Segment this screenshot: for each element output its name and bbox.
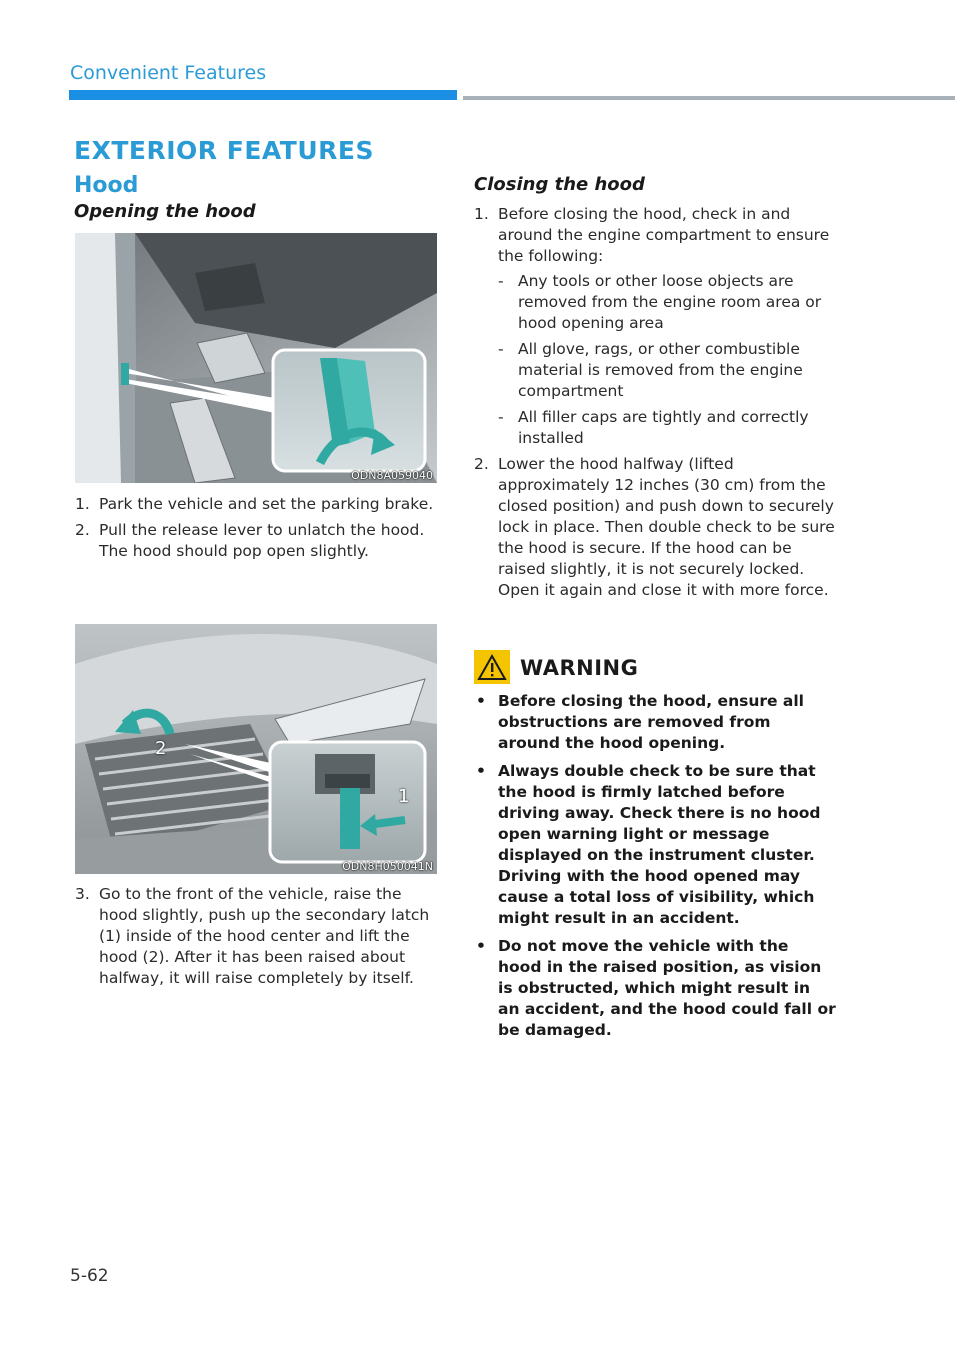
checklist — [498, 271, 838, 449]
list-item — [474, 454, 838, 601]
dash-mark: - — [498, 340, 504, 358]
dash-mark: - — [498, 408, 504, 426]
warning-text: Do not move the vehicle with the hood in the raised position, as vision is obstructed, which might result in an accident, and the hood could fall or be damaged. — [498, 937, 836, 1039]
step-text: Pull the release lever to unlatch the hood. The hood should pop open slightly. — [99, 521, 425, 560]
step-number: 2. — [75, 521, 90, 539]
warning-triangle-icon — [474, 650, 510, 684]
list-item — [474, 204, 838, 449]
checklist-text: Any tools or other loose objects are removed from the engine room area or hood opening area — [518, 272, 822, 332]
closing-hood-title: Closing the hood — [474, 174, 645, 195]
bullet-mark: • — [476, 762, 486, 780]
step-text: Park the vehicle and set the parking brake. — [99, 495, 434, 513]
warning-label: WARNING — [520, 656, 639, 680]
warning-text: Always double check to be sure that the hood is firmly latched before driving away. Check there is no hood open warning light or message displayed on the instrument cluster. Driving with the hood opened may cause a total loss of visibility, which might result in an accident. — [498, 762, 821, 927]
step-text: Go to the front of the vehicle, raise the hood slightly, push up the secondary latch (1) inside of the hood center and lift the hood (2). After it has been raised about halfway, it will raise completely by itself. — [99, 885, 430, 987]
callout-1: 1 — [398, 786, 410, 807]
list-item — [474, 761, 836, 929]
subsection-title: Hood — [74, 173, 139, 198]
warning-text: Before closing the hood, ensure all obstructions are removed from around the hood opening. — [498, 692, 804, 752]
bullet-mark: • — [476, 692, 486, 710]
opening-hood-title: Opening the hood — [74, 201, 256, 222]
dash-mark: - — [498, 272, 504, 290]
checklist-text: All glove, rags, or other combustible material is removed from the engine compartment — [518, 340, 803, 400]
figure-code: ODN8H050041N — [342, 860, 433, 873]
list-item — [75, 520, 437, 562]
header-bar — [69, 90, 457, 100]
page-number: 5-62 — [70, 1266, 109, 1286]
warning-list — [474, 691, 836, 1048]
header-rule — [463, 96, 955, 100]
chapter-title: EXTERIOR FEATURES — [74, 136, 374, 165]
opening-steps-list — [75, 494, 437, 567]
closing-steps-list — [474, 204, 838, 606]
step-number: 2. — [474, 455, 489, 473]
step-number: 1. — [474, 205, 489, 223]
hood-latch-figure — [75, 624, 437, 874]
bullet-mark: • — [476, 937, 486, 955]
warning-header — [474, 650, 774, 684]
figure-code: ODN8A059040 — [351, 469, 433, 482]
list-item — [75, 884, 437, 989]
list-item — [75, 494, 437, 515]
hood-latch-illustration — [75, 624, 437, 874]
list-item — [474, 936, 836, 1041]
list-item — [474, 691, 836, 754]
step-text: Before closing the hood, check in and around the engine compartment to ensure the following: — [498, 205, 830, 265]
step-text: Lower the hood halfway (lifted approximately 12 inches (30 cm) from the closed position) and push down to securely lock in place. Then double check to be sure the hood is secure. If the hood can be raised slightly, it is not securely locked. Open it again and close it with more force. — [498, 455, 835, 599]
callout-2: 2 — [155, 738, 167, 759]
release-lever-figure — [75, 233, 437, 483]
list-item — [498, 271, 838, 334]
list-item — [498, 339, 838, 402]
section-title: Convenient Features — [70, 62, 267, 84]
step-number: 3. — [75, 885, 90, 903]
checklist-text: All filler caps are tightly and correctly installed — [518, 408, 809, 447]
opening-steps-list-continued — [75, 884, 437, 994]
list-item — [498, 407, 838, 449]
release-lever-illustration — [75, 233, 437, 483]
step-number: 1. — [75, 495, 90, 513]
